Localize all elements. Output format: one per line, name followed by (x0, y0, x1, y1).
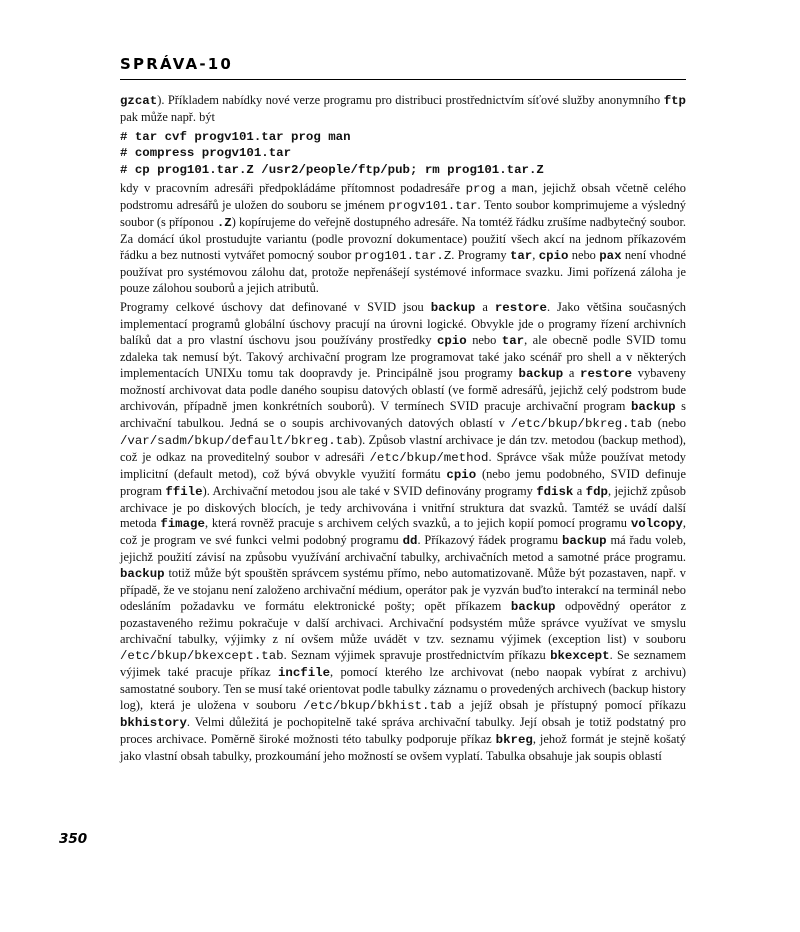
text-run: pak může např. být (120, 109, 215, 124)
text-run: ). Archivační metodou jsou ale také v SVID definovány programy (202, 483, 537, 498)
code-term: fdisk (536, 484, 574, 499)
text-run: . Programy (451, 248, 510, 263)
file-path: /etc/bkup/method (369, 450, 489, 465)
code-term: prog (465, 182, 496, 197)
file-path: /etc/bkup/bkexcept.tab (120, 649, 284, 664)
text-run: , jehož formát je stejně košatý jako vlastní obsah tabulky, prozkoumání jeho možností se ovšem vyplatí. Tabulka obsahuje jak soupis oblastí (120, 731, 686, 763)
command-line: # tar cvf progv101.tar prog man (120, 129, 351, 144)
code-term: ffile (165, 484, 203, 499)
text-run: a (475, 300, 495, 315)
command-line: # compress progv101.tar (120, 146, 292, 161)
code-term: dd (402, 534, 418, 549)
paragraph-explanation (120, 181, 686, 297)
paragraph-backup (120, 300, 686, 765)
text-run: nebo (466, 332, 502, 347)
code-term: .Z (216, 216, 232, 231)
text-run: . Se seznamem výjimek také pracuje příkaz (120, 648, 686, 680)
text-run: . Seznam výjimek spravuje prostřednictvím příkazu (283, 648, 551, 663)
code-term: restore (494, 301, 547, 316)
command-block (120, 129, 686, 179)
text-run: (nebo jemu podobného, SVID definuje program (120, 466, 686, 498)
code-term: backup (430, 301, 476, 316)
code-term: pax (599, 249, 622, 264)
text-run: , což je program ve své funkci velmi podobný programu (120, 516, 686, 548)
text-run: a (563, 365, 581, 380)
text-run: , která rovněž pracuje s archivem celých svazků, a to jejich kopií pomocí programu (204, 516, 631, 531)
text-run: kdy v pracovním adresáři předpokládáme přítomnost podadresáře (120, 181, 466, 196)
text-run: , jejichž způsob archivace je po diskových blocích, je tedy archivována i vnitřní struktura dat svazků. Tamtéž se uvádí další metoda (120, 483, 686, 531)
running-header (120, 55, 686, 80)
text-run: ). Příkladem nabídky nové verze programu pro distribuci prostřednictvím síťové služby anonymního (157, 93, 664, 107)
code-term: fdp (585, 484, 608, 499)
code-term: backup (630, 399, 676, 414)
text-run: . Příkazový řádek programu (417, 533, 562, 548)
command-line: # cp prog101.tar.Z /usr2/people/ftp/pub; rm prog101.tar.Z (120, 162, 544, 177)
header-divider (120, 79, 686, 80)
code-term: ftp (663, 94, 686, 108)
text-run: totiž může být spouštěn správcem systému přímo, nebo automatizovaně. Může být pozastaven, např. v případě, že ve stojanu není založeno archivační médium, operátor pak je vyzván buďto interakcí na terminál nebo odesláním požadavku ve formátu elektronické pošty; opět příkazem (120, 566, 686, 614)
text-run: , jejichž obsah včetně celého podstromu adresářů je uložen do souboru se jménem (120, 181, 686, 213)
text-run: (nebo (651, 415, 686, 430)
file-path: /etc/bkup/bkreg.tab (510, 416, 652, 431)
chapter-title: SPRÁVA-10 (120, 55, 234, 73)
code-term: bkreg (495, 732, 533, 747)
code-term: progv101.tar (388, 199, 478, 214)
file-path: /etc/bkup/bkhist.tab (302, 698, 452, 713)
code-term: backup (518, 366, 564, 381)
file-path: /var/sadm/bkup/default/bkreg.tab (120, 433, 358, 448)
text-run: , (532, 248, 539, 263)
code-term: fimage (160, 517, 205, 532)
code-term: tar (509, 249, 533, 264)
text-run: ). Způsob vlastní archivace je dán tzv. metodou (backup method), což je odkaz na proveditelný soubor v adresáři (120, 432, 686, 464)
text-run: a (495, 181, 512, 196)
code-term: backup (561, 534, 607, 549)
text-run: a (573, 483, 586, 498)
code-term: cpio (538, 249, 569, 264)
paragraph-intro (120, 93, 686, 126)
text-run: a jejíž obsah je přístupný pomocí příkazu (451, 697, 686, 712)
code-term: incfile (277, 666, 331, 681)
text-run: . Velmi důležitá je pochopitelně také správa archivační tabulky. Její obsah je totiž podstatný pro proces archivace. Poměrně široké možnosti této tabulky podporuje příkaz (120, 714, 686, 746)
code-term: backup (120, 567, 165, 582)
code-term: cpio (446, 467, 477, 482)
page-body (120, 93, 686, 768)
text-run: ) kopírujeme do veřejně dostupného adresáře. Na tomtéž řádku zrušíme nadbytečný soubor. Za domácí úkol prostudujte variantu (podle provozní dokumentace) použití všech akcí na jednom příkazovém řádku a bez nutnosti vytvářet pomocný soubor (120, 215, 686, 263)
code-term: tar (501, 333, 525, 348)
text-run: , pomocí kterého lze archivovat (nebo naopak vybírat z archivu) samostatné soubory. Ten se musí také orientovat podle tabulky záznamu o provedených archivech (backup history log), která je uložena v souboru (120, 665, 686, 712)
code-term: restore (580, 366, 633, 381)
code-term: man (511, 182, 535, 197)
code-term: bkhistory (120, 715, 187, 730)
text-run: , ale obecně podle SVID tomu zdaleka tak nemusí být. Takový archivační program lze programovat také jako scénář pro shell a v některých implementacích UNIXu tomu tak doopravdy je. Principálně jsou programy (120, 332, 687, 380)
text-run: není vhodné používat pro systémovou zálohu dat, protože nepřenášejí systémové informace svazku. Jimi pořízená záloha je pouze zálohou souborů a jejich atributů. (120, 248, 686, 296)
text-run: vybaveny možností archivovat data podle daného soupisu datových oblastí (ve formě adresářů, jejichž celý podstrom bude archivován, případně jmen konkrétních souborů). V termínech SVID pracuje archivační program (120, 365, 686, 413)
page-number: 350 (59, 831, 88, 847)
text-run: . Tento soubor komprimujeme a výsledný soubor (s příponou (120, 198, 686, 230)
code-term: gzcat (120, 94, 158, 108)
text-run: odpovědný operátor z pozastaveného režimu pokračuje v další archivaci. Archivační podsystém může správce využívat ve smyslu archivační tabulky, výjimky z ní ovšem může uvádět v tzv. seznamu výjimek (exception list) v souboru (120, 599, 686, 647)
text-run: má řadu voleb, jejichž použití závisí na způsobu využívání archivační tabulky, archivačních metod a samotné práce programu. (120, 533, 686, 565)
code-term: bkexcept (550, 649, 610, 664)
text-run: . Jako většina současných implementací programů globální úschovy pracují na úrovni logické. Obvykle jde o programy řízení archivních balíků dat a pro vlastní úschovu jsou používány prostředky (120, 300, 686, 347)
text-run: . Správce však může používat metody implicitní (default metod), což bývá obvykle využití formátu (120, 449, 686, 481)
code-term: volcopy (630, 517, 683, 532)
text-run: s archivační tabulkou. Jedná se o soupis archivovaných datových oblastí v (120, 398, 686, 430)
text-run: nebo (568, 248, 600, 263)
text-run: Programy celkové úschovy dat definované v SVID jsou (120, 300, 431, 315)
code-term: cpio (437, 333, 467, 348)
code-term: prog101.tar.Z (354, 249, 452, 264)
code-term: backup (510, 600, 556, 615)
